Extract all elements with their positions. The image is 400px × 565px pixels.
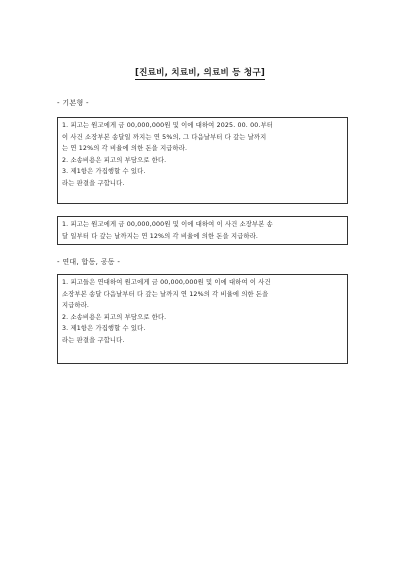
claim-box-joint	[57, 274, 348, 364]
claim-line: 1. 피고들은 연대하여 원고에게 금 00,000,000원 및 이에 대하여 이 사건	[62, 279, 271, 286]
claim-line: 달 일부터 다 갚는 날까지는 연 12%의 각 비율에 의한 돈을 지급하라.	[62, 232, 259, 240]
claim-line: 2. 소송비용은 피고의 부담으로 한다.	[62, 313, 167, 321]
claim-box-basic-full	[57, 117, 348, 204]
document-title-text: [진료비, 치료비, 의료비 등 청구]	[135, 68, 265, 78]
claim-line: 라는 판결을 구합니다.	[62, 336, 125, 344]
claim-line: 라는 판결을 구합니다.	[62, 179, 125, 187]
claim-line: 이 사건 소장부본 송달일 까지는 연 5%의, 그 다음날부터 다 갚는 날까지	[62, 133, 267, 141]
claim-line: 지급하라.	[62, 302, 90, 310]
claim-line: 3. 제1항은 가집행할 수 있다.	[62, 168, 146, 176]
document-title	[0, 66, 400, 80]
claim-line: 3. 제1항은 가집행할 수 있다.	[62, 325, 146, 333]
claim-line: 2. 소송비용은 피고의 부담으로 한다.	[62, 156, 167, 164]
claim-box-basic-short	[57, 216, 348, 245]
section-heading-joint: - 연대, 합동, 공동 -	[57, 258, 121, 266]
claim-line: 는 연 12%의 각 비율에 의한 돈을 지급하라.	[62, 145, 188, 153]
claim-line: 소장부본 송달 다음날부터 다 갚는 날까지 연 12%의 각 비율에 의한 돈을	[62, 290, 269, 298]
claim-line: 1. 피고는 원고에게 금 00,000,000원 및 이에 대하여 이 사건 소장부본 송	[62, 221, 273, 228]
section-heading-basic: - 기본형 -	[57, 99, 89, 107]
claim-line: 1. 피고는 원고에게 금 00,000,000원 및 이에 대하여 2025. 00. 00.부터	[62, 122, 274, 129]
